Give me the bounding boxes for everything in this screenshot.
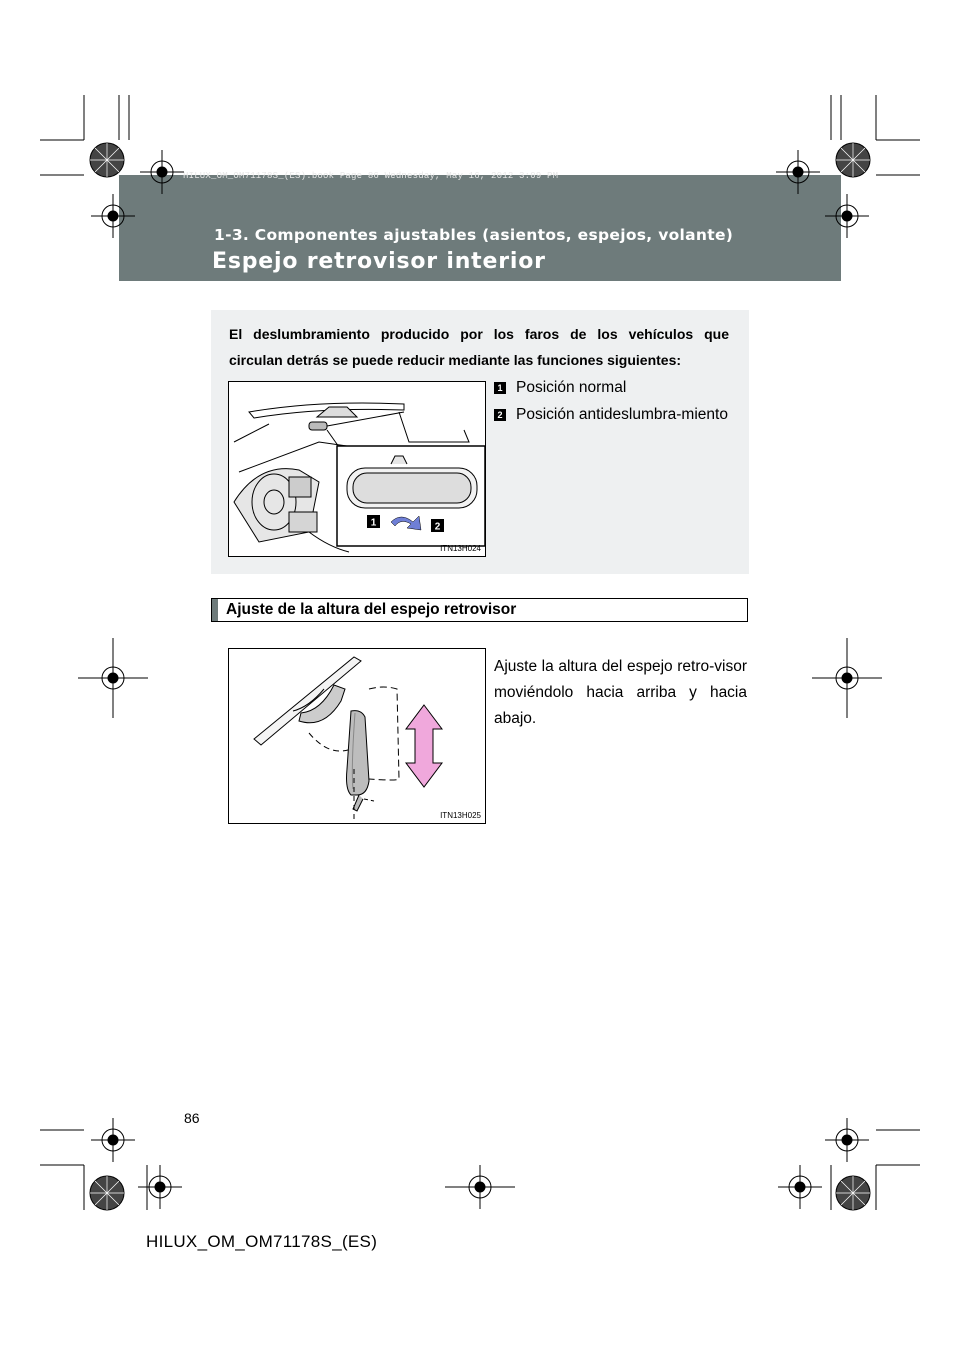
figure-code: ITN13H024 xyxy=(440,544,481,553)
number-badge: 2 xyxy=(494,409,506,421)
intro-text xyxy=(229,321,729,373)
position-item-1 xyxy=(494,376,626,400)
position-item-label: Posición antideslumbra-miento xyxy=(516,406,728,423)
position-item-2 xyxy=(494,403,729,427)
footer-doc-code: HILUX_OM_OM71178S_(ES) xyxy=(146,1232,378,1251)
heading-bar xyxy=(212,599,218,621)
page-number: 86 xyxy=(184,1110,200,1126)
car-interior-illustration xyxy=(229,382,485,556)
section-label: 1-3. Componentes ajustables (asientos, espejos, volante) xyxy=(214,226,734,244)
figure-mirror-height xyxy=(228,648,486,824)
mirror-height-illustration xyxy=(229,649,485,823)
file-stamp: HILUX_OM_OM71178S_(ES).book Page 86 Wednesday, May 16, 2012 3:09 PM xyxy=(183,171,559,181)
subsection-heading-text: Ajuste de la altura del espejo retrovisor xyxy=(226,601,517,618)
subsection-heading xyxy=(211,598,748,622)
number-badge: 1 xyxy=(494,382,506,394)
position-item-label: Posición normal xyxy=(516,379,627,396)
page-title: Espejo retrovisor interior xyxy=(212,249,546,274)
intro-line-1: El deslumbramiento producido por los faros de los vehículos que xyxy=(229,326,729,342)
callout-1-label: 1 xyxy=(370,517,377,529)
subsection-body: Ajuste la altura del espejo retro-visor moviéndolo hacia arriba y hacia abajo. xyxy=(494,658,747,727)
up-down-arrow-icon xyxy=(406,705,442,787)
intro-line-2: circulan detrás se puede reducir mediante las funciones siguientes: xyxy=(229,352,682,368)
figure-code: ITN13H025 xyxy=(440,811,481,820)
figure-mirror-positions xyxy=(228,381,486,557)
callout-2-label: 2 xyxy=(434,521,441,533)
